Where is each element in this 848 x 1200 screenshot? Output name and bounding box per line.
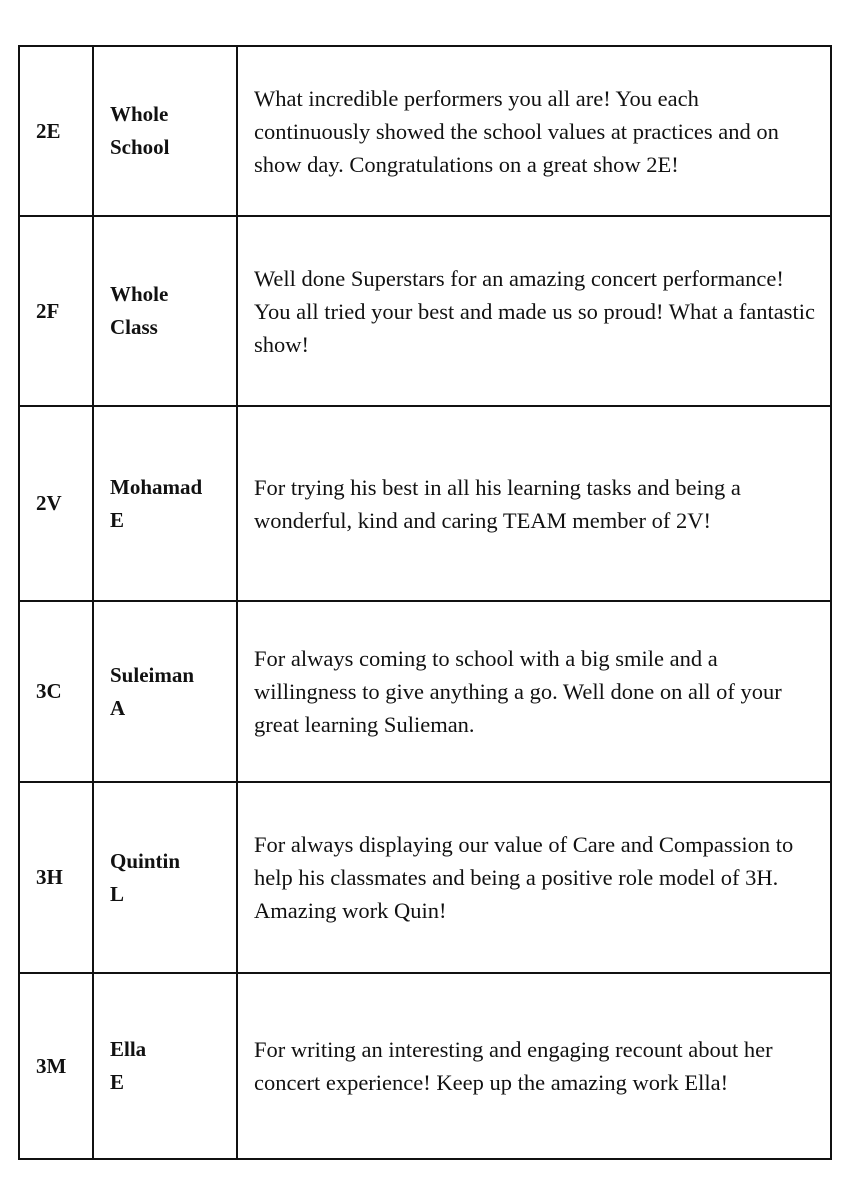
award-message-cell: What incredible performers you all are! You each continuously showed the school values at practices and on show day. Congratulations on a great show 2E! <box>237 46 831 216</box>
award-message-cell: For writing an interesting and engaging recount about her concert experience! Keep up the amazing work Ella! <box>237 973 831 1159</box>
student-name-line2: A <box>110 695 126 720</box>
student-name-cell <box>93 782 237 973</box>
student-name-line1: Ella <box>110 1037 147 1061</box>
student-name-line1: Mohamad <box>110 474 203 499</box>
student-name-line2: Class <box>110 315 158 339</box>
class-cell: 2V <box>19 406 93 601</box>
student-name-cell <box>93 601 237 782</box>
class-cell: 2F <box>19 216 93 406</box>
award-message-cell: For always displaying our value of Care and Compassion to help his classmates and being a positive role model of 3H. Amazing work Quin! <box>237 782 831 973</box>
award-row <box>19 601 831 782</box>
student-name-line1: Suleiman <box>110 662 195 687</box>
award-row <box>19 46 831 216</box>
award-row <box>19 406 831 601</box>
class-cell: 3H <box>19 782 93 973</box>
student-name-line1: Whole <box>110 102 169 126</box>
award-message-cell: Well done Superstars for an amazing concert performance! You all tried your best and made us so proud! What a fantastic show! <box>237 216 831 406</box>
award-message-cell: For trying his best in all his learning tasks and being a wonderful, kind and caring TEAM member of 2V! <box>237 406 831 601</box>
student-name-cell <box>93 406 237 601</box>
student-name-line1: Quintin <box>110 848 181 873</box>
class-cell: 2E <box>19 46 93 216</box>
student-name-cell <box>93 973 237 1159</box>
class-cell: 3C <box>19 601 93 782</box>
student-name-cell <box>93 216 237 406</box>
student-name-line2: E <box>110 507 125 532</box>
student-name-line2: L <box>110 881 125 906</box>
award-row <box>19 782 831 973</box>
student-name-cell <box>93 46 237 216</box>
class-cell: 3M <box>19 973 93 1159</box>
awards-table <box>18 45 832 1160</box>
award-message-cell: For always coming to school with a big smile and a willingness to give anything a go. Well done on all of your great learning Sulieman. <box>237 601 831 782</box>
award-row <box>19 216 831 406</box>
award-row <box>19 973 831 1159</box>
student-name-line2: School <box>110 135 170 159</box>
student-name-line1: Whole <box>110 282 169 306</box>
student-name-line2: E <box>110 1070 125 1094</box>
